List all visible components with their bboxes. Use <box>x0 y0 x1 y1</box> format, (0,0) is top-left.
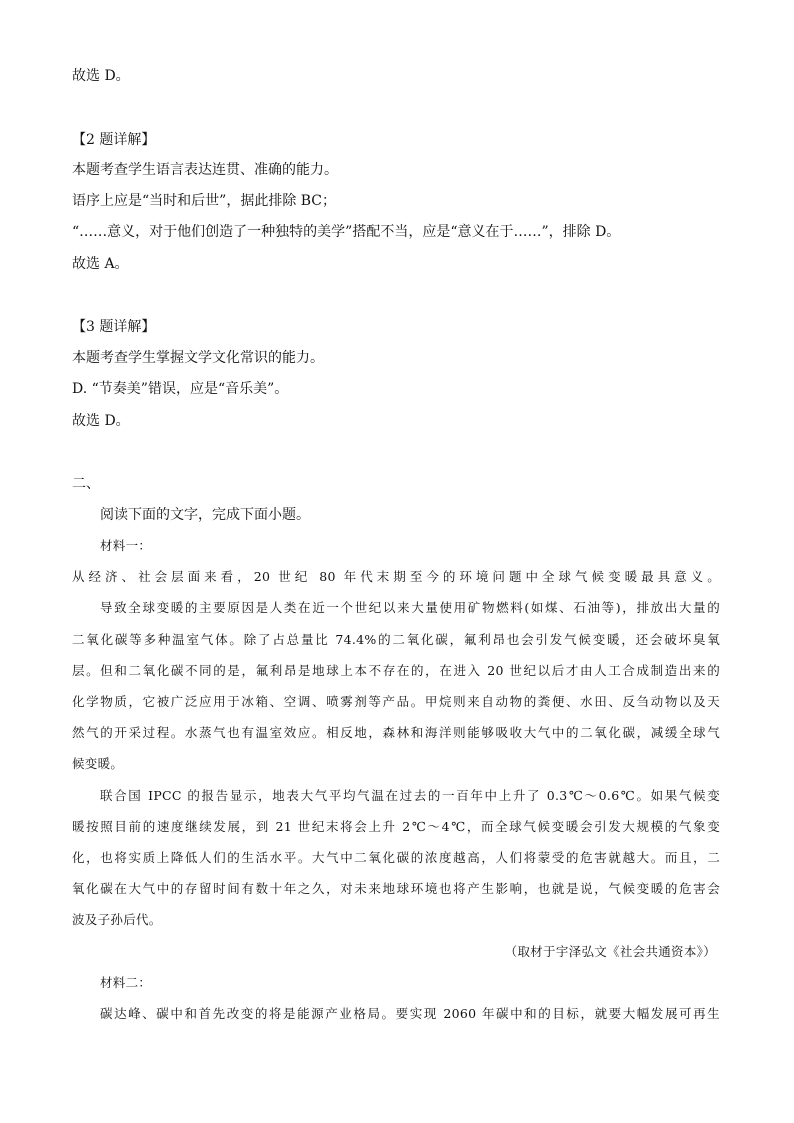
q2-line: 本题考查学生语言表达连贯、准确的能力。 <box>72 162 338 178</box>
material1-p2-line: 层。但和二氧化碳不同的是，氟利昂是地球上本不存在的，在进入 20 世纪以后才由人工合成制造出来的 <box>72 663 720 678</box>
instruction: 阅读下面的文字，完成下面小题。 <box>100 507 310 523</box>
q2-heading: 【2 题详解】 <box>72 132 156 148</box>
material1-label: 材料一： <box>100 538 152 553</box>
q2-line: 故选 A。 <box>72 256 129 272</box>
material2-paragraph-1: 碳达峰、碳中和首先改变的将是能源产业格局。要实现 2060 年碳中和的目标，就要大幅发展可再生 <box>100 1006 720 1021</box>
material1-p3-line: 氧化碳在大气中的存留时间有数十年之久，对未来地球环境也将产生影响，也就是说，气候变暖的危害会 <box>72 881 720 896</box>
material1-p2-line: 二氧化碳等多种温室气体。除了占总量比 74.4%的二氧化碳，氟利昂也会引发气候变暖，还会破坏臭氧 <box>72 632 720 647</box>
q2-line: “……意义，对于他们创造了一种独特的美学”搭配不当，应是“意义在于……”，排除 D。 <box>72 224 621 240</box>
answer-line: 故选 D。 <box>72 68 130 84</box>
material1-p3-line: 波及子孙后代。 <box>72 912 162 927</box>
material1-p2-line: 候变暖。 <box>72 756 124 771</box>
material1-source: （取材于宇泽弘文《社会共通资本》） <box>504 944 716 959</box>
material1-p3-line: 化，也将实质上降低人们的生活水平。大气中二氧化碳的浓度越高，人们将蒙受的危害就越大。而且，二 <box>72 850 720 865</box>
material1-p3-line: 联合国 IPCC 的报告显示，地表大气平均气温在过去的一百年中上升了 0.3℃～0.6℃。如果气候变 <box>100 788 720 803</box>
material1-p3-line: 暖按照目前的速度继续发展，到 21 世纪末将会上升 2℃～4℃，而全球气候变暖会引发大规模的气象变 <box>72 819 720 834</box>
section-number: 二、 <box>72 476 100 492</box>
material1-p2-line: 然气的开采过程。水蒸气也有温室效应。相反地，森林和海洋则能够吸收大气中的二氧化碳，减缓全球气 <box>72 725 720 740</box>
material1-paragraph-1: 从经济、社会层面来看，20 世纪 80 年代末期至今的环境问题中全球气候变暖最具意义。 <box>72 569 720 584</box>
q3-line: D. “节奏美”错误，应是“音乐美”。 <box>72 381 289 397</box>
q3-heading: 【3 题详解】 <box>72 319 156 335</box>
material1-p2-line: 导致全球变暖的主要原因是人类在近一个世纪以来大量使用矿物燃料(如煤、石油等)，排放出大量的 <box>100 600 720 615</box>
material2-label: 材料二： <box>100 975 152 990</box>
q3-line: 本题考查学生掌握文学文化常识的能力。 <box>72 350 324 366</box>
q3-line: 故选 D。 <box>72 413 130 429</box>
material1-p2-line: 化学物质，它被广泛应用于冰箱、空调、喷雾剂等产品。甲烷则来自动物的粪便、水田、反刍动物以及天 <box>72 694 720 709</box>
q2-line: 语序上应是“当时和后世”，据此排除 BC； <box>72 193 337 209</box>
